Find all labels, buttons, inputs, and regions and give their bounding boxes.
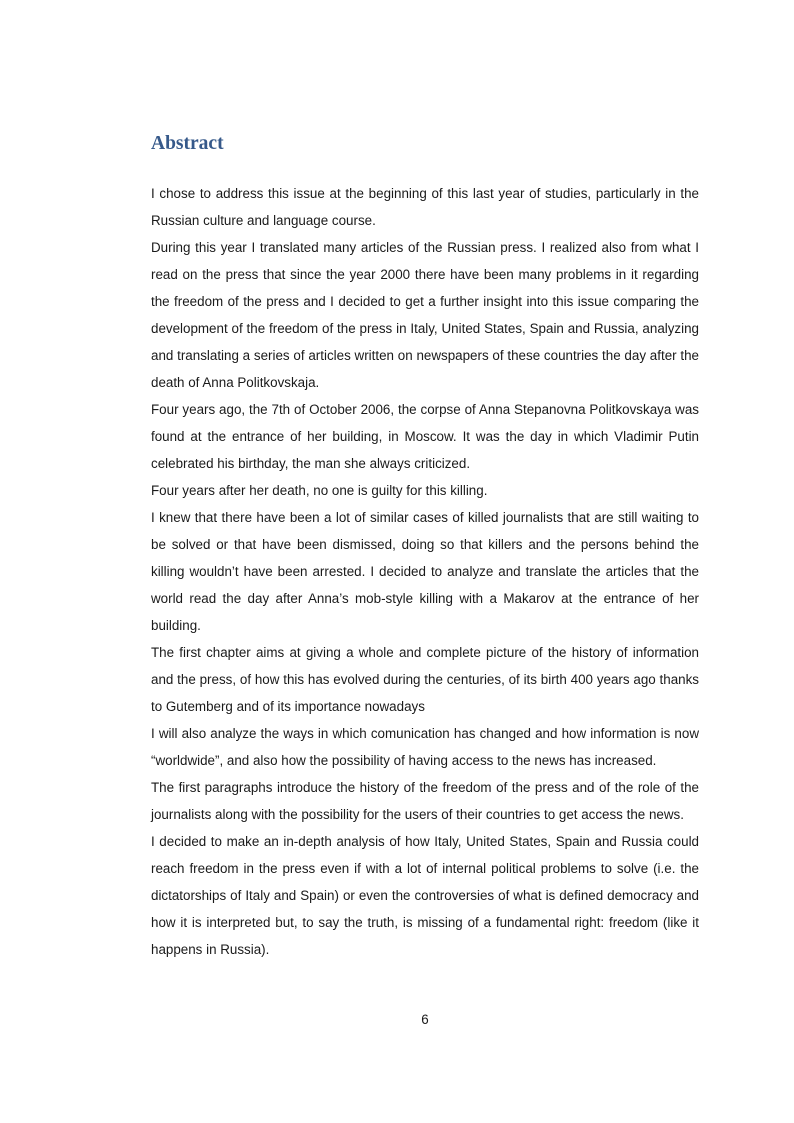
paragraph: Four years ago, the 7th of October 2006, the corpse of Anna Stepanovna Politkovskaya was found at the entrance of her building, in Moscow. It was the day in which Vladimir Putin celebrated his birthday, the man she always criticized. [151,402,699,471]
page-number: 6 [421,1012,429,1027]
section-heading: Abstract [151,133,224,154]
paragraph: I chose to address this issue at the beginning of this last year of studies, particularly in the Russian culture and language course. [151,186,699,228]
paragraph: The first paragraphs introduce the history of the freedom of the press and of the role of the journalists along with the possibility for the users of their countries to get access the news. [151,780,699,822]
paragraph: I knew that there have been a lot of similar cases of killed journalists that are still waiting to be solved or that have been dismissed, doing so that killers and the persons behind the killing wouldn’t have been arrested. I decided to analyze and translate the articles that the world read the day after Anna’s mob-style killing with a Makarov at the entrance of her building. [151,510,699,633]
paragraph: During this year I translated many articles of the Russian press. I realized also from what I read on the press that since the year 2000 there have been many problems in it regarding the freedom of the press and I decided to get a further insight into this issue comparing the development of the freedom of the press in Italy, United States, Spain and Russia, analyzing and translating a series of articles written on newspapers of these countries the day after the death of Anna Politkovskaja. [151,240,699,390]
abstract-body [151,180,699,963]
paragraph: Four years after her death, no one is guilty for this killing. [151,483,488,498]
paragraph: The first chapter aims at giving a whole and complete picture of the history of information and the press, of how this has evolved during the centuries, of its birth 400 years ago thanks to Gutemberg and of its importance nowadays [151,645,699,714]
paragraph: I will also analyze the ways in which comunication has changed and how information is now “worldwide”, and also how the possibility of having access to the news has increased. [151,726,699,768]
paragraph: I decided to make an in-depth analysis of how Italy, United States, Spain and Russia could reach freedom in the press even if with a lot of internal political problems to solve (i.e. the dictatorships of Italy and Spain) or even the controversies of what is defined democracy and how it is interpreted but, to say the truth, is missing of a fundamental right: freedom (like it happens in Russia). [151,834,699,957]
